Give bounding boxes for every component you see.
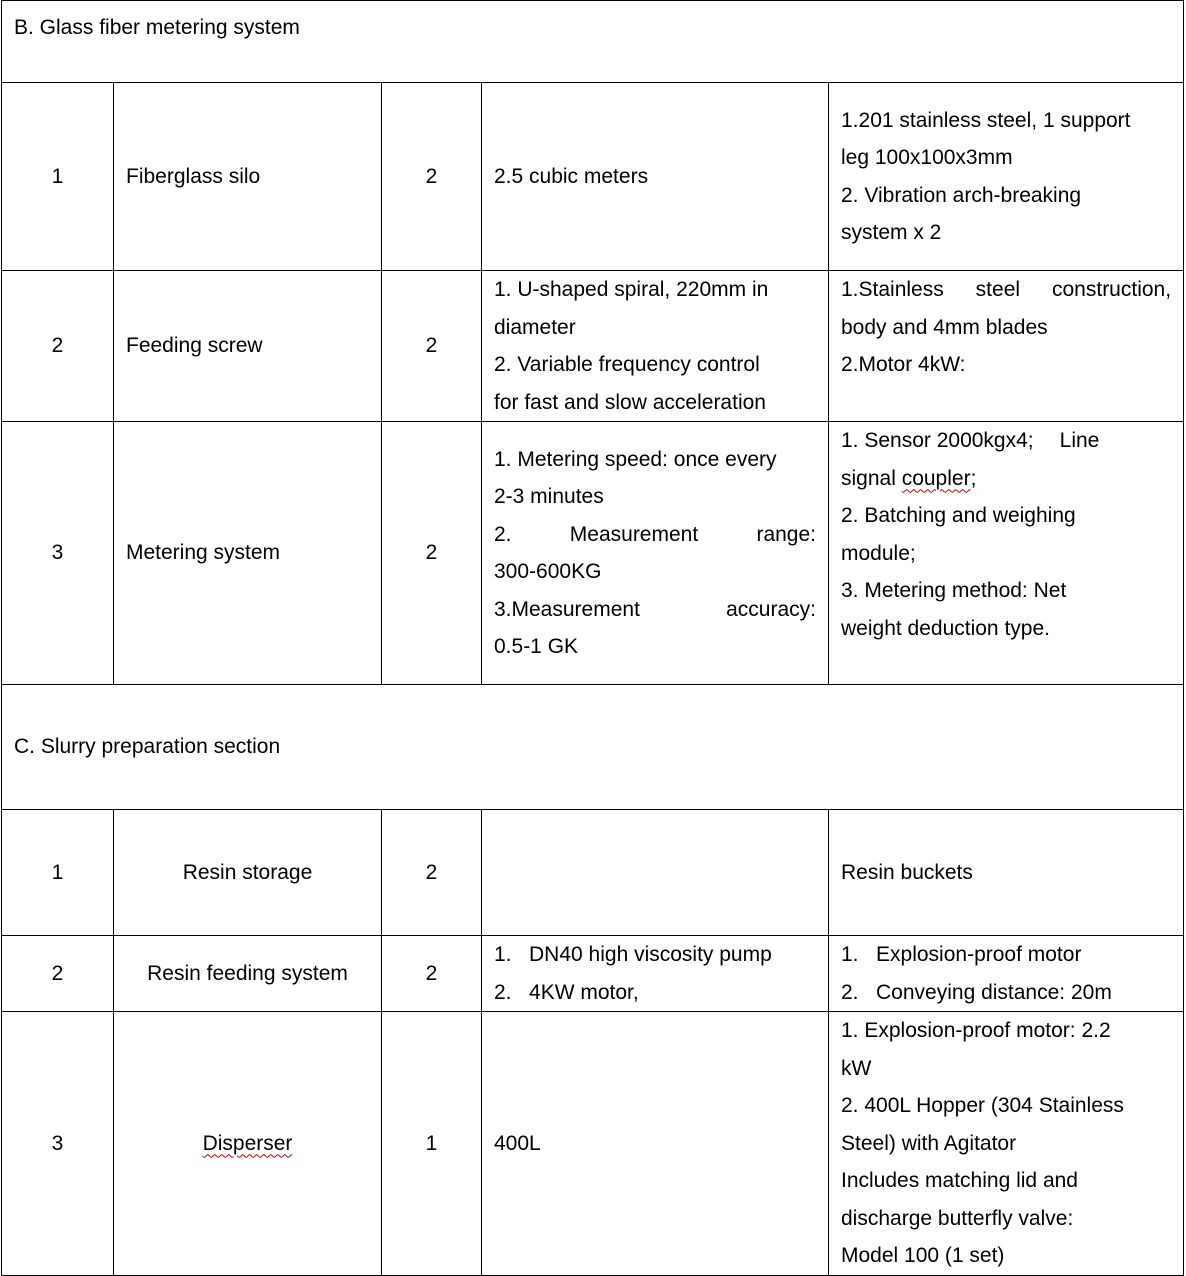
equipment-table bbox=[1, 0, 1184, 1276]
item-quantity: 2 bbox=[382, 271, 482, 422]
item-spec bbox=[482, 1012, 829, 1276]
spellcheck-word: coupler bbox=[901, 466, 971, 490]
table-row bbox=[2, 1012, 1184, 1276]
item-quantity: 2 bbox=[382, 810, 482, 936]
section-title: B. Glass fiber metering system bbox=[2, 1, 1184, 83]
desc-text: ; bbox=[970, 466, 977, 490]
item-description bbox=[829, 271, 1184, 422]
spec-line: 400L bbox=[494, 1131, 541, 1155]
desc-line: system x 2 bbox=[841, 221, 942, 244]
desc-line: weight deduction type. bbox=[841, 616, 1050, 640]
spec-line: 2. Variable frequency control bbox=[494, 353, 760, 376]
desc-line: 2. 400L Hopper (304 Stainless bbox=[841, 1094, 1124, 1117]
item-name: Resin storage bbox=[114, 810, 382, 936]
item-name bbox=[114, 1012, 382, 1276]
spec-line: for fast and slow acceleration bbox=[494, 390, 766, 414]
item-quantity: 1 bbox=[382, 1012, 482, 1276]
spec-line: 0.5-1 GK bbox=[494, 635, 579, 658]
desc-line: 2. Vibration arch-breaking bbox=[841, 183, 1082, 207]
item-description bbox=[829, 810, 1184, 936]
table-row bbox=[2, 422, 1184, 685]
item-name: Resin feeding system bbox=[114, 936, 382, 1012]
spec-line: 2. Measurement range: bbox=[494, 522, 816, 546]
item-description bbox=[829, 1012, 1184, 1276]
desc-line: Steel) with Agitator bbox=[841, 1131, 1017, 1155]
table-row bbox=[2, 936, 1184, 1012]
desc-line: 3. Metering method: Net bbox=[841, 579, 1067, 602]
desc-line: 1.Stainless steel construction, bbox=[841, 278, 1172, 301]
desc-text: 1. Sensor 2000kgx4; bbox=[841, 429, 1034, 452]
desc-line: 2.Motor 4kW: bbox=[841, 353, 966, 376]
spec-line: 1. Metering speed: once every bbox=[494, 447, 777, 471]
section-title: C. Slurry preparation section bbox=[2, 685, 1184, 810]
table-row bbox=[2, 810, 1184, 936]
item-description bbox=[829, 422, 1184, 685]
spec-line: 2-3 minutes bbox=[494, 485, 604, 508]
spec-line: 2. 4KW motor, bbox=[494, 980, 639, 1004]
item-number: 3 bbox=[2, 1012, 114, 1276]
desc-line: 2. Conveying distance: 20m bbox=[841, 980, 1112, 1004]
item-quantity: 2 bbox=[382, 83, 482, 271]
desc-line: 1.201 stainless steel, 1 support bbox=[841, 108, 1131, 132]
item-description bbox=[829, 936, 1184, 1012]
spec-line: 300-600KG bbox=[494, 560, 602, 583]
desc-line: kW bbox=[841, 1056, 872, 1080]
desc-line: 1. Explosion-proof motor bbox=[841, 943, 1082, 966]
item-number: 1 bbox=[2, 83, 114, 271]
item-number: 3 bbox=[2, 422, 114, 685]
desc-line: Model 100 (1 set) bbox=[841, 1244, 1005, 1267]
spec-line: 1. DN40 high viscosity pump bbox=[494, 943, 772, 966]
desc-line: 2. Batching and weighing bbox=[841, 504, 1076, 527]
desc-text: signal bbox=[841, 466, 902, 490]
item-description bbox=[829, 83, 1184, 271]
desc-text: Line bbox=[1059, 429, 1100, 452]
desc-line: Resin buckets bbox=[841, 860, 973, 884]
item-spec bbox=[482, 936, 829, 1012]
item-number: 1 bbox=[2, 810, 114, 936]
item-spec bbox=[482, 271, 829, 422]
spec-line: diameter bbox=[494, 315, 576, 339]
desc-line: discharge butterfly valve: bbox=[841, 1206, 1074, 1230]
item-quantity: 2 bbox=[382, 936, 482, 1012]
spec-line: 3.Measurement accuracy: bbox=[494, 597, 816, 621]
spellcheck-word: Disperser bbox=[202, 1131, 293, 1155]
item-name: Feeding screw bbox=[114, 271, 382, 422]
desc-line: module; bbox=[841, 541, 916, 565]
desc-line bbox=[841, 422, 1171, 460]
table-row bbox=[2, 271, 1184, 422]
desc-line: 1. Explosion-proof motor: 2.2 bbox=[841, 1019, 1111, 1042]
desc-line bbox=[841, 460, 1171, 498]
spec-line: 2.5 cubic meters bbox=[494, 164, 649, 188]
item-spec bbox=[482, 810, 829, 936]
item-spec bbox=[482, 83, 829, 271]
desc-line: leg 100x100x3mm bbox=[841, 146, 1013, 169]
item-number: 2 bbox=[2, 936, 114, 1012]
item-name: Fiberglass silo bbox=[114, 83, 382, 271]
table-row bbox=[2, 83, 1184, 271]
section-header-row bbox=[2, 685, 1184, 810]
item-spec bbox=[482, 422, 829, 685]
section-header-row bbox=[2, 1, 1184, 83]
spec-line: 1. U-shaped spiral, 220mm in bbox=[494, 278, 769, 301]
item-quantity: 2 bbox=[382, 422, 482, 685]
desc-line: Includes matching lid and bbox=[841, 1169, 1078, 1192]
item-name: Metering system bbox=[114, 422, 382, 685]
desc-line: body and 4mm blades bbox=[841, 315, 1048, 339]
item-number: 2 bbox=[2, 271, 114, 422]
